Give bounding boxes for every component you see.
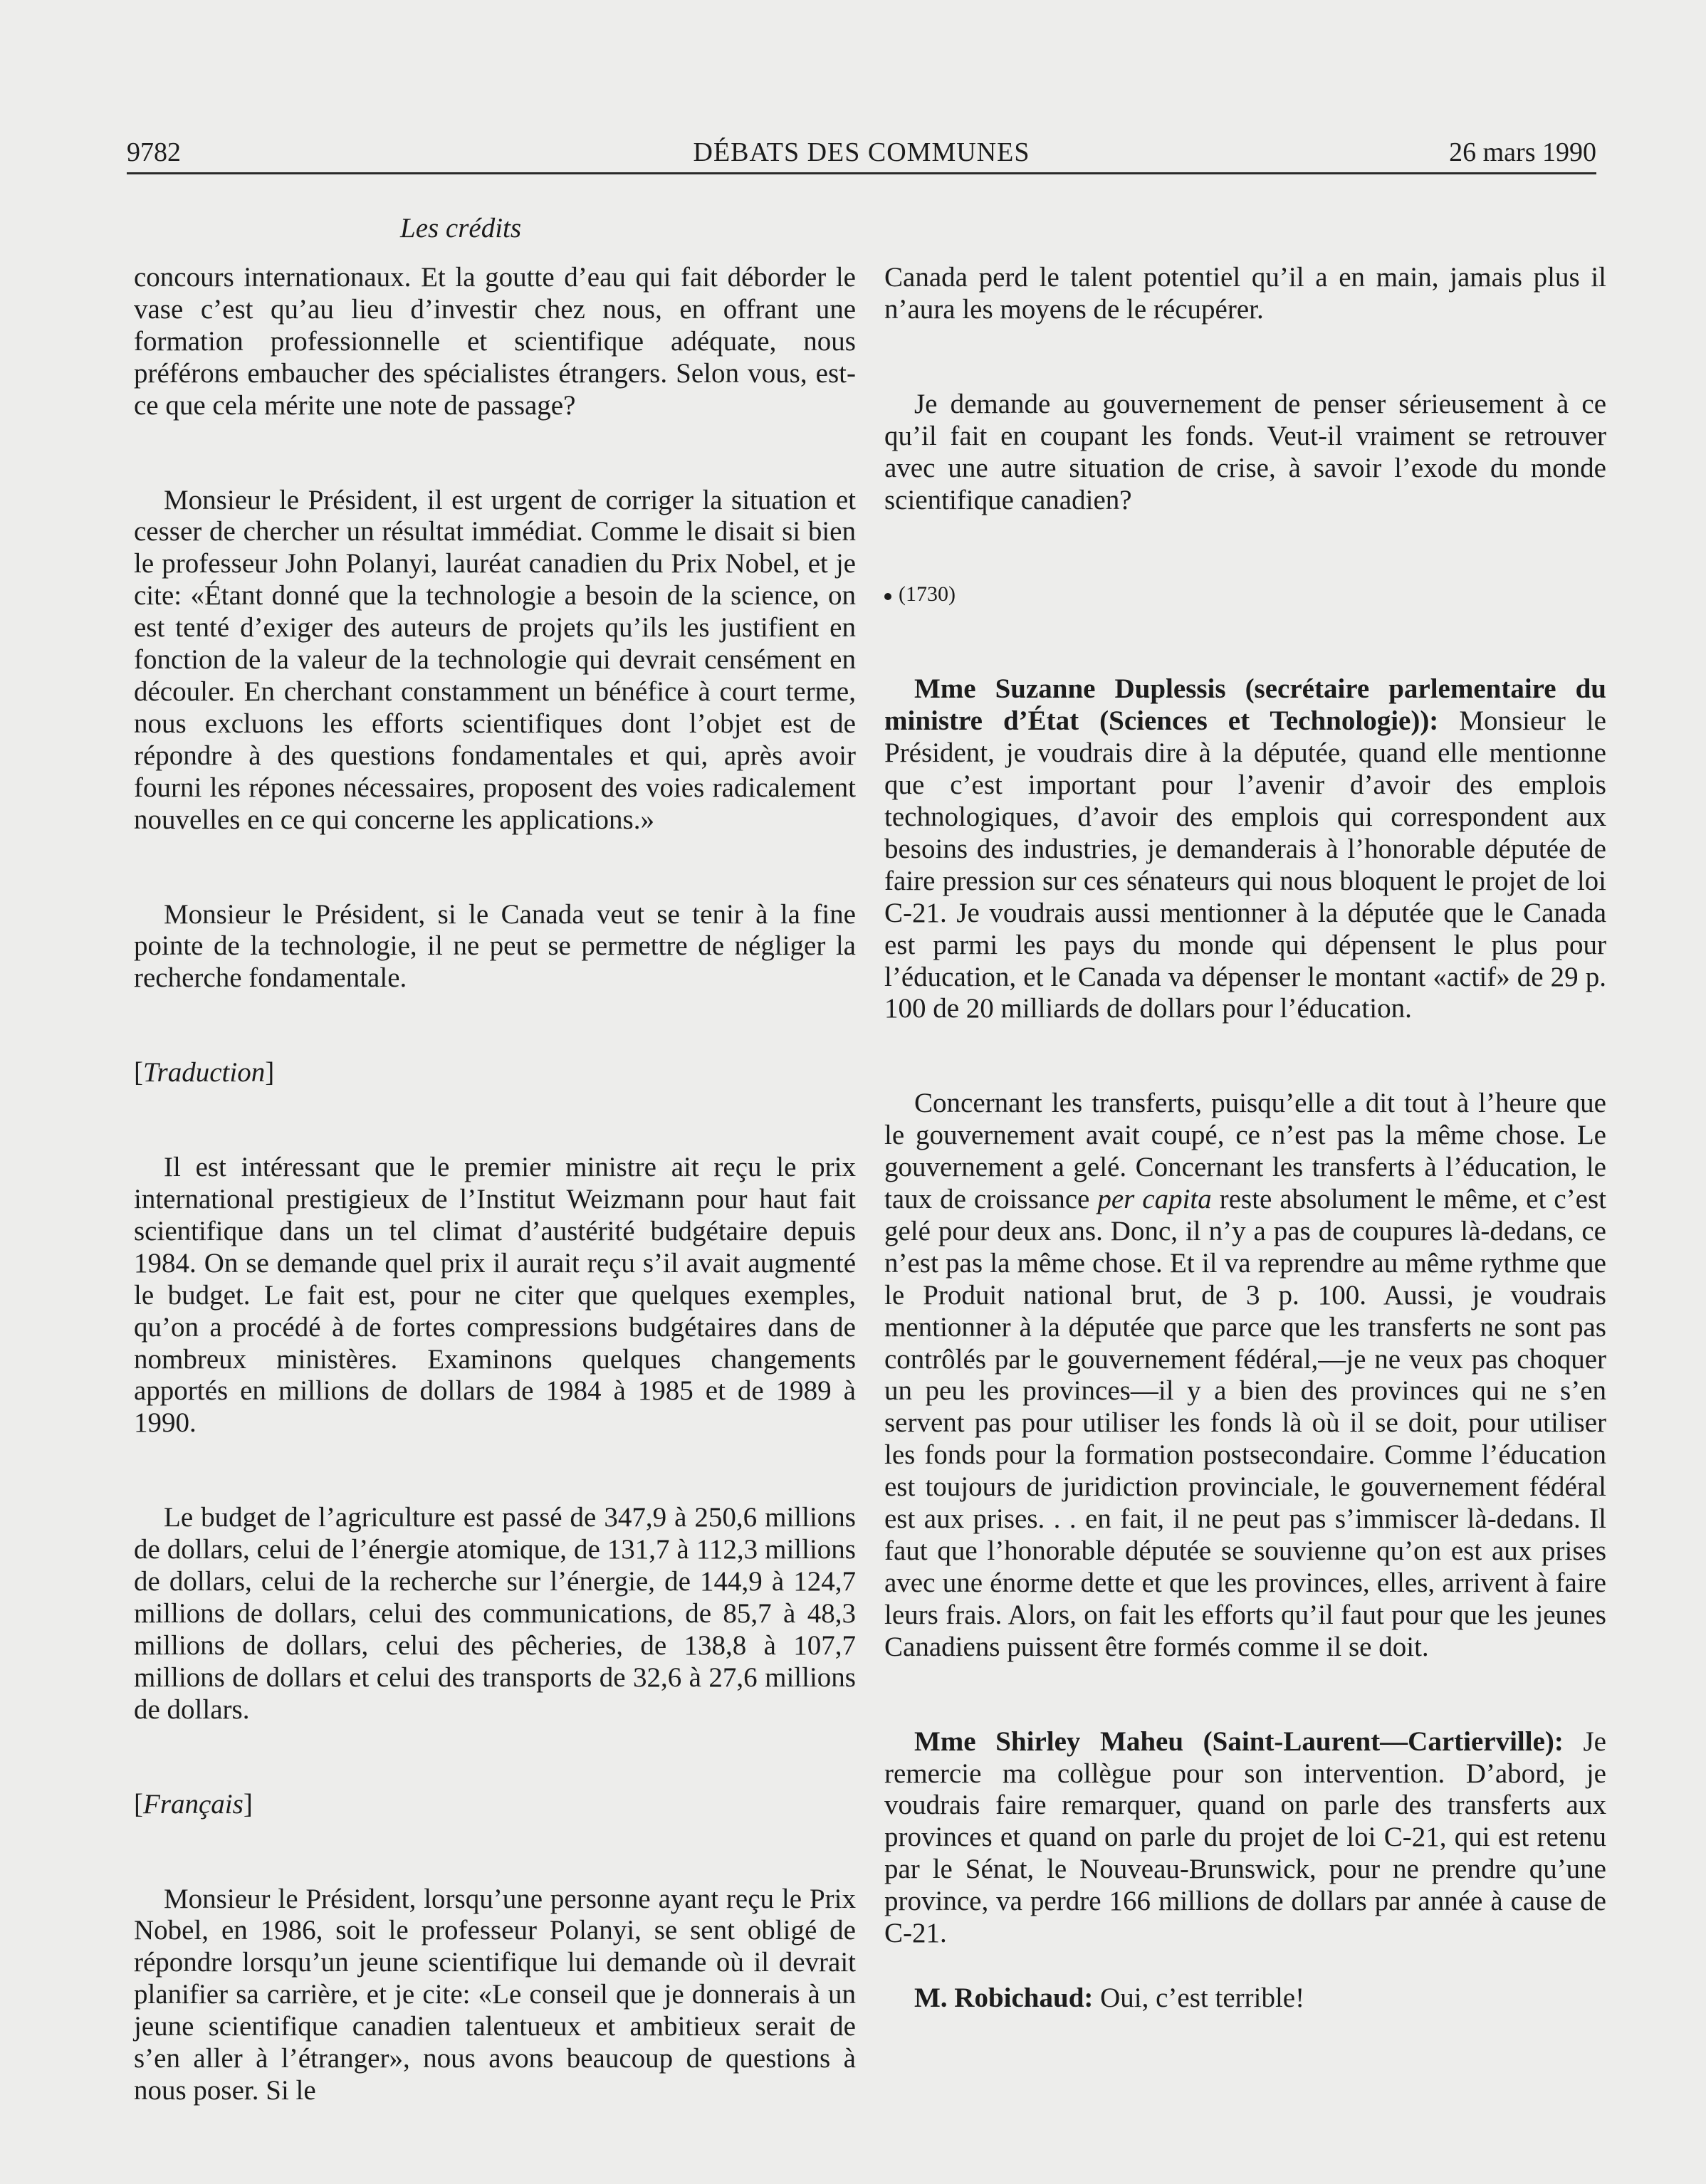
speech-robichaud: M. Robichaud: Oui, c’est terrible! [914, 1982, 1305, 2013]
paragraph: Monsieur le Président, lorsqu’une personne ayant reçu le Prix Nobel, en 1986, soit le professeur Polanyi, se sent obligé de répondre lorsqu’un jeune scientifique lui demande où il devrait planifier sa carrière, et je cite: «Le conseil que je donnerais à un jeune scientifique canadien talentueux et ambitieux serait de s’en aller à l’étranger», nous avons beaucoup de questions à nous poser. Si le [134, 1883, 856, 2106]
speaker-name: M. Robichaud: [914, 1982, 1094, 2013]
paragraph: Concernant les transferts, puisqu’elle a dit tout à l’heure que le gouvernement avait coupé, ce n’est pas la même chose. Le gouvernement a gelé. Concernant les transferts à l’éducation, le taux de croissance per capita reste absolument le même, et c’est gelé pour deux ans. Donc, il n’y a pas de coupures là-dedans, ce n’est pas la même chose. Et il va reprendre au même rythme que le Produit national brut, de 3 p. 100. Aussi, je voudrais mentionner à la députée que parce que les transferts ne sont pas contrôlés par le gouvernement fédéral,—je ne veux pas choquer un peu les provinces—il y a bien des provinces qui ne s’en servent pas pour utiliser les fonds là où il se doit, pour utiliser les fonds pour la formation postsecondaire. Comme l’éducation est toujours de juridiction provinciale, le gouvernement fédéral est aux prises. . . en fait, il ne peut pas s’immiscer là-dedans. Il faut que l’honorable députée se souvienne qu’on est aux prises avec une énorme dette et que les provinces, elles, arrivent à faire leurs frais. Alors, on fait les efforts qu’il faut pour que les jeunes Canadiens puissent être formés comme il se doit. [884, 1088, 1607, 1662]
left-column [134, 262, 856, 2107]
paragraph: Monsieur le Président, il est urgent de corriger la situation et cesser de chercher un résultat immédiat. Comme le disait si bien le professeur John Polanyi, lauréat canadien du Prix Nobel, et je cite: «Étant donné que la technologie a besoin de la science, on est tenté d’exiger des auteurs de projets qu’ils les justifient en fonction de la valeur de la technologie qui devrait censément en découler. En cherchant constamment un bénéfice à court terme, nous excluons les efforts scientifiques dont l’objet est de répondre à des questions fondamentales et qui, après avoir fourni les répones nécessaires, proposent des voies radicalement nouvelles en ce qui concerne les applications.» [134, 484, 856, 835]
paragraph: Monsieur le Président, si le Canada veut se tenir à la fine pointe de la technologie, il ne peut se permettre de négliger la recherche fondamentale. [134, 898, 856, 994]
section-title: Les crédits [400, 213, 522, 243]
paragraph: Il est intéressant que le premier ministre ait reçu le prix international prestigieux de l’Institut Weizmann pour haut fait scientifique dans un tel climat d’austérité budgétaire depuis 1984. On se demande quel prix il aurait reçu s’il avait augmenté le budget. Le fait est, pour ne citer que quelques exemples, qu’on a procédé à de fortes compressions budgétaires dans de nombreux ministères. Examinons quelques changements apportés en millions de dollars de 1984 à 1985 et de 1989 à 1990. [134, 1152, 856, 1439]
page-header [127, 132, 1596, 174]
language-label-francais: [Français] [134, 1788, 253, 1820]
paragraph: Le budget de l’agriculture est passé de 347,9 à 250,6 millions de dollars, celui de l’énergie atomique, de 131,7 à 112,3 millions de dollars, celui de la recherche sur l’énergie, de 144,9 à 124,7 millions de dollars, celui des communications, de 85,7 à 48,3 millions de dollars, celui des pêcheries, de 138,8 à 107,7 millions de dollars et celui des transports de 32,6 à 27,6 millions de dollars. [134, 1502, 856, 1725]
time-marker: (1730) [884, 579, 1606, 611]
speech-duplessis: Mme Suzanne Duplessis (secrétaire parlementaire du ministre d’État (Sciences et Technologie)): Monsieur le Président, je voudrais dire à la députée, quand elle mentionne que c’est important pour l’avenir d’avoir des emplois technologiques, d’avoir des emplois qui correspondent aux besoins des industries, je demanderais à l’honorable députée de faire pression sur ces sénateurs qui nous bloquent le projet de loi C-21. Je voudrais aussi mentionner à la députée que le Canada est parmi les pays du monde qui dépensent le plus pour l’éducation, et le Canada va dépenser le montant «actif» de 29 p. 100 de 20 milliards de dollars pour l’éducation. [884, 673, 1606, 1024]
right-column [884, 262, 1606, 2015]
speaker-name: Mme Shirley Maheu (Saint-Laurent—Cartierville): [914, 1726, 1564, 1757]
page-number: 9782 [127, 137, 181, 167]
language-label-traduction: [Traduction] [134, 1057, 275, 1088]
paragraph: concours internationaux. Et la goutte d’eau qui fait déborder le vase c’est qu’au lieu d’investir chez nous, en offrant une formation professionnelle et scientifique adéquate, nous préférons embaucher des spécialistes étrangers. Selon vous, est-ce que cela mérite une note de passage? [134, 262, 856, 421]
speaker-name: Mme Suzanne Duplessis (secrétaire parlementaire du ministre d’État (Sciences et Technologie)): [884, 673, 1606, 737]
bullet-icon [884, 593, 891, 600]
publication-title: DÉBATS DES COMMUNES [693, 137, 1030, 167]
paragraph: Je demande au gouvernement de penser sérieusement à ce qu’il fait en coupant les fonds. Veut-il vraiment se retrouver avec une autre situation de crise, à savoir l’exode du monde scientifique canadien? [884, 388, 1606, 515]
paragraph: Canada perd le talent potentiel qu’il a en main, jamais plus il n’aura les moyens de le récupérer. [884, 262, 1606, 325]
page-date: 26 mars 1990 [1449, 137, 1596, 167]
speech-maheu: Mme Shirley Maheu (Saint-Laurent—Cartierville): Je remercie ma collègue pour son intervention. D’abord, je voudrais faire remarquer, quand on parle des transferts aux provinces et quand on parle du projet de loi C-21, qui est retenu par le Sénat, le Nouveau-Brunswick, pour ne prendre qu’une province, va perdre 166 millions de dollars par année à cause de C-21. [884, 1726, 1606, 1949]
